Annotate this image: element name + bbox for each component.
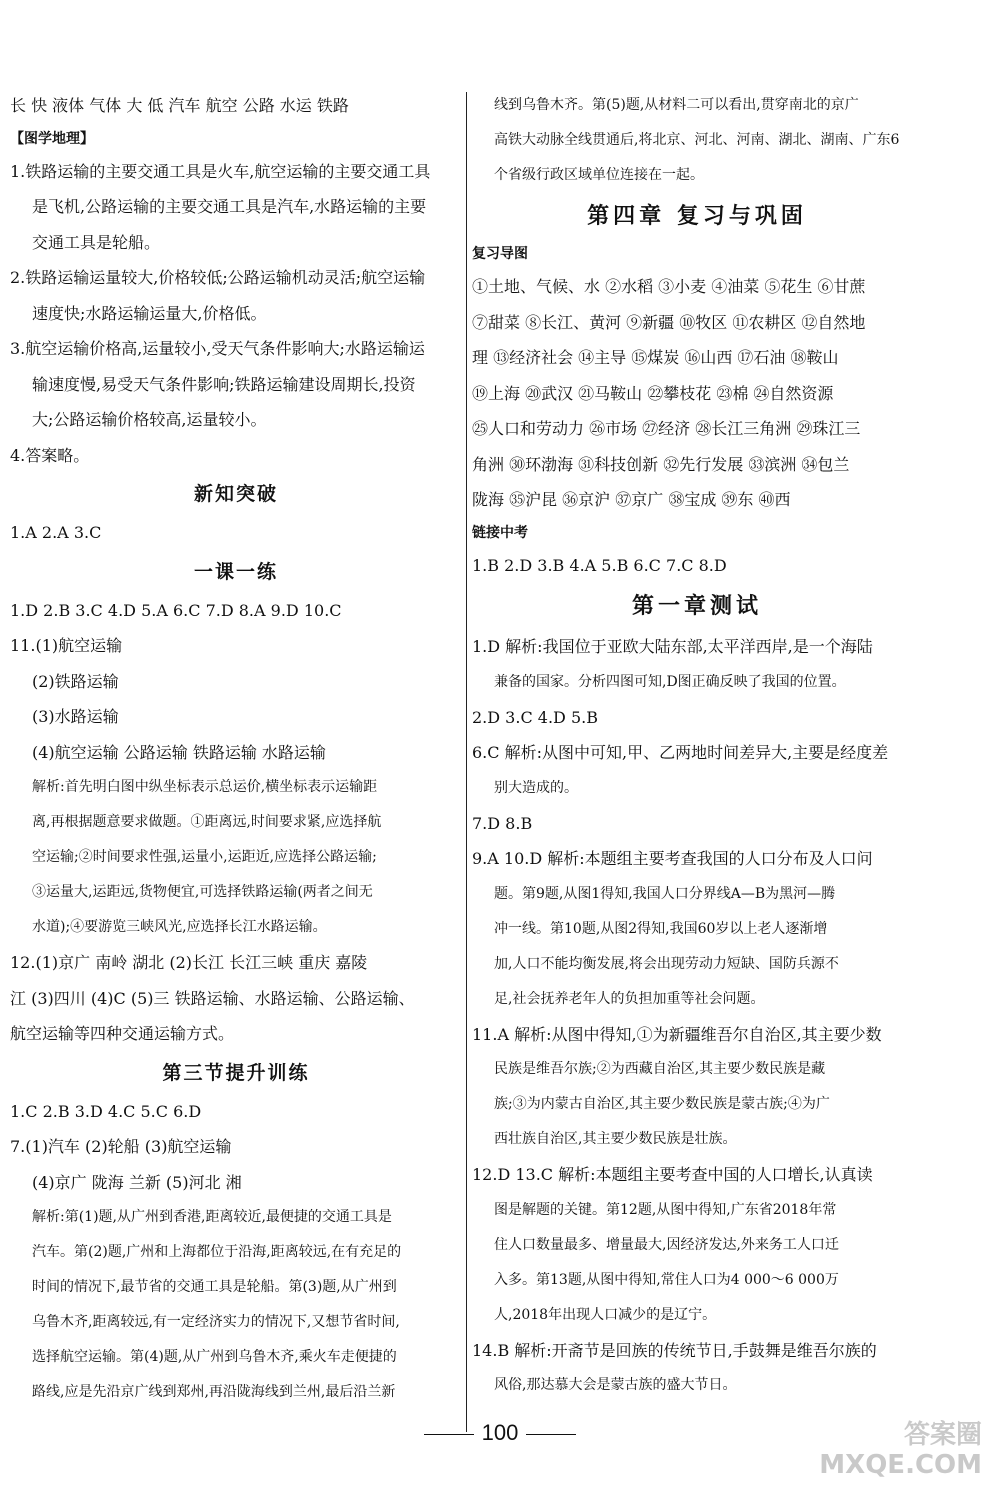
section-tag-review-map: 复习导图 <box>472 246 528 262</box>
answers-line: 1.D 2.B 3.C 4.D 5.A 6.C 7.D 8.A 9.D 10.C <box>10 600 342 620</box>
test-line: 别大造成的。 <box>494 779 578 796</box>
test-line: 11.A 解析:从图中得知,①为新疆维吾尔自治区,其主要少数 <box>472 1024 882 1044</box>
text-line: 4.答案略。 <box>10 445 90 465</box>
test-line: 住人口数量最多、增量最大,因经济发达,外来务工人口迁 <box>494 1236 839 1253</box>
test-line: 加,人口不能均衡发展,将会出现劳动力短缺、国防兵源不 <box>494 955 839 972</box>
q11-line: (3)水路运输 <box>32 707 119 726</box>
explanation-line: 时间的情况下,最节省的交通工具是轮船。第(3)题,从广州到 <box>32 1279 397 1295</box>
test-line: 民族是维吾尔族;②为西藏自治区,其主要少数民族是藏 <box>494 1061 826 1077</box>
section-tag-exam-link: 链接中考 <box>472 524 528 541</box>
explanation-line: 解析:首先明白图中纵坐标表示总运价,横坐标表示运输距 <box>32 779 378 795</box>
column-divider <box>466 92 467 1432</box>
explanation-line: 选择航空运输。第(4)题,从广州到乌鲁木齐,乘火车走便捷的 <box>32 1349 397 1365</box>
test-line: 入多。第13题,从图中得知,常住人口为4 000～6 000万 <box>494 1271 839 1288</box>
q11-line: (4)航空运输 公路运输 铁路运输 水路运输 <box>32 742 326 762</box>
explanation-line: 空运输;②时间要求性强,运量小,运距近,应选择公路运输; <box>32 849 377 865</box>
text-line: 输速度慢,易受天气条件影响;铁路运输建设周期长,投资 <box>32 374 416 394</box>
explanation-line: 解析:第(1)题,从广州到香港,距离较近,最便捷的交通工具是 <box>32 1209 392 1225</box>
answers-line: 1.B 2.D 3.B 4.A 5.B 6.C 7.C 8.D <box>472 555 727 575</box>
text-line: 1.铁路运输的主要交通工具是火车,航空运输的主要交通工具 <box>10 161 431 181</box>
heading-new-knowledge: 新知突破 <box>193 483 278 505</box>
q7-line: 7.(1)汽车 (2)轮船 (3)航空运输 <box>10 1137 232 1156</box>
text-line: 速度快;水路运输运量大,价格低。 <box>32 303 267 323</box>
test-line: 图是解题的关键。第12题,从图中得知,广东省2018年常 <box>494 1201 837 1218</box>
test-line: 2.D 3.C 4.D 5.B <box>472 707 598 727</box>
section-tag-map-geography: 【图学地理】 <box>10 130 94 147</box>
q7-line: (4)京广 陇海 兰新 (5)河北 湘 <box>32 1172 242 1192</box>
q12-line: 江 (3)四川 (4)C (5)三 铁路运输、水路运输、公路运输、 <box>10 988 415 1008</box>
test-line: 题。第9题,从图1得知,我国人口分界线A—B为黑河—腾 <box>494 885 836 902</box>
review-map-line: ①土地、气候、水 ②水稻 ③小麦 ④油菜 ⑤花生 ⑥甘蔗 <box>472 277 866 296</box>
explanation-line: 路线,应是先沿京广线到郑州,再沿陇海线到兰州,最后沿兰新 <box>32 1384 396 1400</box>
test-line: 9.A 10.D 解析:本题组主要考查我国的人口分布及人口问 <box>472 849 873 868</box>
test-line: 兼备的国家。分析四图可知,D图正确反映了我国的位置。 <box>494 673 846 690</box>
heading-section3-training: 第三节提升训练 <box>162 1061 310 1084</box>
page-number-rule-right <box>526 1434 576 1435</box>
explanation-line: 线到乌鲁木齐。第(5)题,从材料二可以看出,贯穿南北的京广 <box>494 97 859 113</box>
review-map-line: ㉕人口和劳动力 ㉖市场 ㉗经济 ㉘长江三角洲 ㉙珠江三 <box>472 419 861 438</box>
page-number-text: 100 <box>481 1420 519 1445</box>
test-line: 冲一线。第10题,从图2得知,我国60岁以上老人逐渐增 <box>494 920 828 937</box>
test-line: 足,社会抚养老年人的负担加重等社会问题。 <box>494 990 765 1007</box>
explanation-line: ③运量大,运距远,货物便宜,可选择铁路运输(两者之间无 <box>32 884 373 900</box>
text-line: 3.航空运输价格高,运量较小,受天气条件影响大;水路运输运 <box>10 339 425 358</box>
test-line: 1.D 解析:我国位于亚欧大陆东部,太平洋西岸,是一个海陆 <box>472 637 873 656</box>
review-map-line: ⑲上海 ⑳武汉 ㉑马鞍山 ㉒攀枝花 ㉓棉 ㉔自然资源 <box>472 383 834 403</box>
heading-chapter4-review: 第四章 复习与巩固 <box>587 203 807 229</box>
test-line: 西壮族自治区,其主要少数民族是壮族。 <box>494 1131 737 1147</box>
q11-line: (2)铁路运输 <box>32 671 119 691</box>
test-line: 7.D 8.B <box>472 813 533 833</box>
right-column <box>472 88 922 1403</box>
test-line: 风俗,那达慕大会是蒙古族的盛大节日。 <box>494 1377 737 1393</box>
text-line: 2.铁路运输运量较大,价格较低;公路运输机动灵活;航空运输 <box>10 268 426 287</box>
left-column <box>10 88 462 1410</box>
q12-line: 12.(1)京广 南岭 湖北 (2)长江 长江三峡 重庆 嘉陵 <box>10 953 368 972</box>
text-line: 大;公路运输价格较高,运量较小。 <box>32 410 267 429</box>
review-map-line: 理 ⑬经济社会 ⑭主导 ⑮煤炭 ⑯山西 ⑰石油 ⑱鞍山 <box>472 348 839 367</box>
answers-line: 1.C 2.B 3.D 4.C 5.C 6.D <box>10 1101 202 1121</box>
heading-chapter1-test: 第一章测试 <box>631 593 762 619</box>
test-line: 族;③为内蒙古自治区,其主要少数民族是蒙古族;④为广 <box>494 1096 830 1112</box>
watermark-title: 答案圈 <box>903 1420 982 1450</box>
text-line: 交通工具是轮船。 <box>32 232 161 252</box>
heading-one-lesson-one-practice: 一课一练 <box>193 560 278 583</box>
review-map-line: ⑦甜菜 ⑧长江、黄河 ⑨新疆 ⑩牧区 ⑪农耕区 ⑫自然地 <box>472 312 866 332</box>
explanation-line: 个省级行政区域单位连接在一起。 <box>494 167 704 183</box>
test-line: 12.D 13.C 解析:本题组主要考查中国的人口增长,认真读 <box>472 1165 873 1184</box>
explanation-line: 离,再根据题意要求做题。①距离远,时间要求紧,应选择航 <box>32 814 382 830</box>
page-number-rule-left <box>424 1434 474 1435</box>
watermark-logo <box>819 1420 982 1480</box>
test-line: 14.B 解析:开斋节是回族的传统节日,手鼓舞是维吾尔族的 <box>472 1340 877 1360</box>
fill-blank-answers: 长 快 液体 气体 大 低 汽车 航空 公路 水运 铁路 <box>10 96 349 115</box>
text-line: 是飞机,公路运输的主要交通工具是汽车,水路运输的主要 <box>32 197 427 216</box>
watermark-url: MXQE.COM <box>819 1450 982 1480</box>
test-line: 6.C 解析:从图中可知,甲、乙两地时间差异大,主要是经度差 <box>472 743 889 762</box>
explanation-line: 汽车。第(2)题,广州和上海都位于沿海,距离较远,在有充足的 <box>32 1244 402 1260</box>
answers-line: 1.A 2.A 3.C <box>10 523 102 542</box>
q12-line: 航空运输等四种交通运输方式。 <box>10 1024 235 1043</box>
review-map-line: 角洲 ㉚环渤海 ㉛科技创新 ㉜先行发展 ㉝滨洲 ㉞包兰 <box>472 454 850 474</box>
explanation-line: 高铁大动脉全线贯通后,将北京、河北、河南、湖北、湖南、广东6 <box>494 132 900 148</box>
q11-line: 11.(1)航空运输 <box>10 636 123 655</box>
explanation-line: 乌鲁木齐,距离较远,有一定经济实力的情况下,又想节省时间, <box>32 1314 400 1330</box>
explanation-line: 水道);④要游览三峡风光,应选择长江水路运输。 <box>32 919 327 935</box>
review-map-line: 陇海 ㉟沪昆 ㊱京沪 ㊲京广 ㊳宝成 ㊴东 ㊵西 <box>472 490 791 509</box>
test-line: 人,2018年出现人口减少的是辽宁。 <box>494 1306 717 1323</box>
